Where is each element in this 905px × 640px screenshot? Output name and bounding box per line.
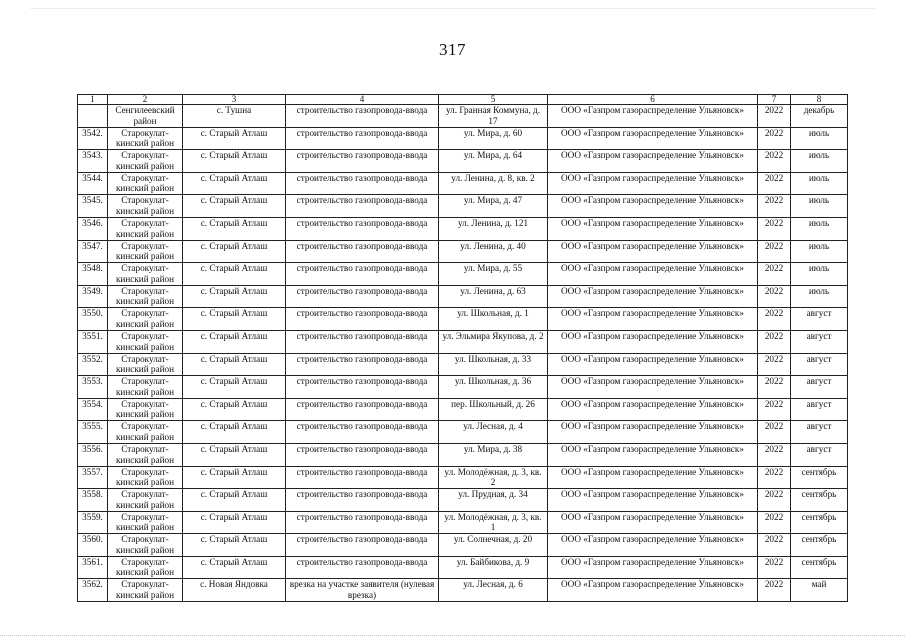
district-cell: Старокулат-кинский район: [108, 556, 183, 579]
table-row: [78, 150, 848, 173]
table-row: [78, 308, 848, 331]
address-cell: ул. Мира, д. 47: [439, 195, 548, 218]
address-cell: пер. Школьный, д. 26: [439, 398, 548, 421]
district-cell: Сенгилеевский район: [108, 105, 183, 128]
contractor-cell: ООО «Газпром газораспределение Ульяновск»: [548, 353, 758, 376]
year-cell: 2022: [758, 534, 791, 557]
column-header: 5: [439, 95, 548, 105]
contractor-cell: ООО «Газпром газораспределение Ульяновск»: [548, 534, 758, 557]
district-cell: Старокулат-кинский район: [108, 489, 183, 512]
district-cell: Старокулат-кинский район: [108, 263, 183, 286]
year-cell: 2022: [758, 376, 791, 399]
work-type-cell: строительство газопровода-ввода: [286, 308, 439, 331]
address-cell: ул. Школьная, д. 33: [439, 353, 548, 376]
row-number: 3550.: [78, 308, 108, 331]
column-header: 2: [108, 95, 183, 105]
year-cell: 2022: [758, 353, 791, 376]
year-cell: 2022: [758, 150, 791, 173]
work-type-cell: строительство газопровода-ввода: [286, 330, 439, 353]
table-row: [78, 330, 848, 353]
month-cell: июль: [791, 195, 848, 218]
district-cell: Старокулат-кинский район: [108, 127, 183, 150]
address-cell: ул. Мира, д. 60: [439, 127, 548, 150]
column-header: 3: [183, 95, 286, 105]
settlement-cell: с. Старый Атлаш: [183, 240, 286, 263]
work-type-cell: строительство газопровода-ввода: [286, 421, 439, 444]
page-number: 317: [439, 40, 466, 59]
column-header: 4: [286, 95, 439, 105]
month-cell: август: [791, 421, 848, 444]
district-cell: Старокулат-кинский район: [108, 217, 183, 240]
row-number: 3560.: [78, 534, 108, 557]
table-row: [78, 534, 848, 557]
settlement-cell: с. Старый Атлаш: [183, 217, 286, 240]
work-type-cell: строительство газопровода-ввода: [286, 556, 439, 579]
address-cell: ул. Мира, д. 38: [439, 443, 548, 466]
table-row: [78, 263, 848, 286]
settlement-cell: с. Старый Атлаш: [183, 556, 286, 579]
year-cell: 2022: [758, 263, 791, 286]
work-type-cell: строительство газопровода-ввода: [286, 443, 439, 466]
settlement-cell: с. Старый Атлаш: [183, 195, 286, 218]
district-cell: Старокулат-кинский район: [108, 308, 183, 331]
contractor-cell: ООО «Газпром газораспределение Ульяновск»: [548, 556, 758, 579]
year-cell: 2022: [758, 308, 791, 331]
work-type-cell: строительство газопровода-ввода: [286, 127, 439, 150]
contractor-cell: ООО «Газпром газораспределение Ульяновск»: [548, 285, 758, 308]
settlement-cell: с. Новая Яндовка: [183, 579, 286, 602]
table-row: [78, 217, 848, 240]
contractor-cell: ООО «Газпром газораспределение Ульяновск»: [548, 172, 758, 195]
address-cell: ул. Ленина, д. 63: [439, 285, 548, 308]
month-cell: август: [791, 443, 848, 466]
month-cell: август: [791, 398, 848, 421]
address-cell: ул. Байбикова, д. 9: [439, 556, 548, 579]
table-row: [78, 511, 848, 534]
month-cell: июль: [791, 172, 848, 195]
year-cell: 2022: [758, 556, 791, 579]
contractor-cell: ООО «Газпром газораспределение Ульяновск»: [548, 330, 758, 353]
settlement-cell: с. Тушна: [183, 105, 286, 128]
table-row: [78, 172, 848, 195]
gasification-schedule-table: [77, 94, 848, 602]
row-number: 3555.: [78, 421, 108, 444]
district-cell: Старокулат-кинский район: [108, 421, 183, 444]
month-cell: декабрь: [791, 105, 848, 128]
settlement-cell: с. Старый Атлаш: [183, 150, 286, 173]
year-cell: 2022: [758, 217, 791, 240]
table-row: [78, 421, 848, 444]
address-cell: ул. Мира, д. 55: [439, 263, 548, 286]
work-type-cell: строительство газопровода-ввода: [286, 150, 439, 173]
year-cell: 2022: [758, 489, 791, 512]
contractor-cell: ООО «Газпром газораспределение Ульяновск»: [548, 489, 758, 512]
row-number: 3556.: [78, 443, 108, 466]
district-cell: Старокулат-кинский район: [108, 150, 183, 173]
month-cell: август: [791, 353, 848, 376]
table-row: [78, 285, 848, 308]
settlement-cell: с. Старый Атлаш: [183, 263, 286, 286]
row-number: 3545.: [78, 195, 108, 218]
work-type-cell: строительство газопровода-ввода: [286, 511, 439, 534]
address-cell: ул. Ленина, д. 121: [439, 217, 548, 240]
address-cell: ул. Гранная Коммуна, д. 17: [439, 105, 548, 128]
contractor-cell: ООО «Газпром газораспределение Ульяновск»: [548, 511, 758, 534]
work-type-cell: строительство газопровода-ввода: [286, 172, 439, 195]
row-number: 3547.: [78, 240, 108, 263]
contractor-cell: ООО «Газпром газораспределение Ульяновск»: [548, 308, 758, 331]
month-cell: сентябрь: [791, 489, 848, 512]
month-cell: сентябрь: [791, 511, 848, 534]
district-cell: Старокулат-кинский район: [108, 240, 183, 263]
settlement-cell: с. Старый Атлаш: [183, 511, 286, 534]
address-cell: ул. Мира, д. 64: [439, 150, 548, 173]
table-row: [78, 195, 848, 218]
district-cell: Старокулат-кинский район: [108, 579, 183, 602]
address-cell: ул. Школьная, д. 1: [439, 308, 548, 331]
address-cell: ул. Лесная, д. 4: [439, 421, 548, 444]
work-type-cell: строительство газопровода-ввода: [286, 466, 439, 489]
district-cell: Старокулат-кинский район: [108, 376, 183, 399]
row-number: 3562.: [78, 579, 108, 602]
contractor-cell: ООО «Газпром газораспределение Ульяновск»: [548, 376, 758, 399]
work-type-cell: строительство газопровода-ввода: [286, 398, 439, 421]
year-cell: 2022: [758, 240, 791, 263]
address-cell: ул. Молодёжная, д. 3, кв. 2: [439, 466, 548, 489]
work-type-cell: строительство газопровода-ввода: [286, 240, 439, 263]
table-row: [78, 579, 848, 602]
column-header: 1: [78, 95, 108, 105]
contractor-cell: ООО «Газпром газораспределение Ульяновск»: [548, 127, 758, 150]
row-number: 3549.: [78, 285, 108, 308]
work-type-cell: строительство газопровода-ввода: [286, 195, 439, 218]
settlement-cell: с. Старый Атлаш: [183, 534, 286, 557]
month-cell: июль: [791, 285, 848, 308]
row-number: 3552.: [78, 353, 108, 376]
contractor-cell: ООО «Газпром газораспределение Ульяновск»: [548, 150, 758, 173]
settlement-cell: с. Старый Атлаш: [183, 127, 286, 150]
settlement-cell: с. Старый Атлаш: [183, 330, 286, 353]
year-cell: 2022: [758, 105, 791, 128]
address-cell: ул. Школьная, д. 36: [439, 376, 548, 399]
month-cell: август: [791, 376, 848, 399]
contractor-cell: ООО «Газпром газораспределение Ульяновск»: [548, 466, 758, 489]
work-type-cell: строительство газопровода-ввода: [286, 534, 439, 557]
year-cell: 2022: [758, 195, 791, 218]
table-row: [78, 353, 848, 376]
row-number: 3559.: [78, 511, 108, 534]
year-cell: 2022: [758, 511, 791, 534]
row-number: 3551.: [78, 330, 108, 353]
month-cell: август: [791, 308, 848, 331]
address-cell: ул. Эльмира Якупова, д. 2: [439, 330, 548, 353]
settlement-cell: с. Старый Атлаш: [183, 443, 286, 466]
year-cell: 2022: [758, 579, 791, 602]
month-cell: июль: [791, 150, 848, 173]
year-cell: 2022: [758, 466, 791, 489]
row-number: 3561.: [78, 556, 108, 579]
table-body: [78, 105, 848, 602]
district-cell: Старокулат-кинский район: [108, 172, 183, 195]
year-cell: 2022: [758, 398, 791, 421]
year-cell: 2022: [758, 330, 791, 353]
work-type-cell: строительство газопровода-ввода: [286, 285, 439, 308]
address-cell: ул. Лесная, д. 6: [439, 579, 548, 602]
row-number: 3557.: [78, 466, 108, 489]
column-header: 8: [791, 95, 848, 105]
table-row: [78, 556, 848, 579]
month-cell: сентябрь: [791, 556, 848, 579]
district-cell: Старокулат-кинский район: [108, 195, 183, 218]
address-cell: ул. Ленина, д. 40: [439, 240, 548, 263]
row-number: 3546.: [78, 217, 108, 240]
table-row: [78, 376, 848, 399]
row-number: 3553.: [78, 376, 108, 399]
row-number: 3544.: [78, 172, 108, 195]
month-cell: июль: [791, 217, 848, 240]
row-number: 3554.: [78, 398, 108, 421]
district-cell: Старокулат-кинский район: [108, 443, 183, 466]
month-cell: май: [791, 579, 848, 602]
table-row: [78, 489, 848, 512]
contractor-cell: ООО «Газпром газораспределение Ульяновск»: [548, 263, 758, 286]
address-cell: ул. Ленина, д. 8, кв. 2: [439, 172, 548, 195]
district-cell: Старокулат-кинский район: [108, 511, 183, 534]
settlement-cell: с. Старый Атлаш: [183, 421, 286, 444]
district-cell: Старокулат-кинский район: [108, 534, 183, 557]
work-type-cell: строительство газопровода-ввода: [286, 263, 439, 286]
district-cell: Старокулат-кинский район: [108, 285, 183, 308]
settlement-cell: с. Старый Атлаш: [183, 466, 286, 489]
work-type-cell: врезка на участке заявителя (нулевая врезка): [286, 579, 439, 602]
district-cell: Старокулат-кинский район: [108, 353, 183, 376]
table-row: [78, 466, 848, 489]
table-row: [78, 105, 848, 128]
year-cell: 2022: [758, 285, 791, 308]
row-number: 3543.: [78, 150, 108, 173]
row-number: [78, 105, 108, 128]
work-type-cell: строительство газопровода-ввода: [286, 489, 439, 512]
scan-top-edge: [30, 8, 875, 10]
contractor-cell: ООО «Газпром газораспределение Ульяновск»: [548, 398, 758, 421]
settlement-cell: с. Старый Атлаш: [183, 308, 286, 331]
table-row: [78, 240, 848, 263]
district-cell: Старокулат-кинский район: [108, 466, 183, 489]
table-row: [78, 127, 848, 150]
settlement-cell: с. Старый Атлаш: [183, 172, 286, 195]
column-header: 7: [758, 95, 791, 105]
settlement-cell: с. Старый Атлаш: [183, 285, 286, 308]
scan-bottom-artifact: [0, 634, 905, 636]
work-type-cell: строительство газопровода-ввода: [286, 376, 439, 399]
contractor-cell: ООО «Газпром газораспределение Ульяновск»: [548, 240, 758, 263]
month-cell: июль: [791, 127, 848, 150]
settlement-cell: с. Старый Атлаш: [183, 398, 286, 421]
column-header: 6: [548, 95, 758, 105]
contractor-cell: ООО «Газпром газораспределение Ульяновск»: [548, 443, 758, 466]
year-cell: 2022: [758, 127, 791, 150]
district-cell: Старокулат-кинский район: [108, 398, 183, 421]
contractor-cell: ООО «Газпром газораспределение Ульяновск»: [548, 579, 758, 602]
column-number-row: [78, 95, 848, 105]
month-cell: июль: [791, 240, 848, 263]
year-cell: 2022: [758, 421, 791, 444]
settlement-cell: с. Старый Атлаш: [183, 376, 286, 399]
month-cell: сентябрь: [791, 534, 848, 557]
month-cell: август: [791, 330, 848, 353]
month-cell: сентябрь: [791, 466, 848, 489]
month-cell: июль: [791, 263, 848, 286]
address-cell: ул. Молодёжная, д. 3, кв. 1: [439, 511, 548, 534]
settlement-cell: с. Старый Атлаш: [183, 489, 286, 512]
work-type-cell: строительство газопровода-ввода: [286, 353, 439, 376]
table-row: [78, 443, 848, 466]
contractor-cell: ООО «Газпром газораспределение Ульяновск»: [548, 105, 758, 128]
address-cell: ул. Солнечная, д. 20: [439, 534, 548, 557]
work-type-cell: строительство газопровода-ввода: [286, 217, 439, 240]
year-cell: 2022: [758, 172, 791, 195]
contractor-cell: ООО «Газпром газораспределение Ульяновск»: [548, 195, 758, 218]
district-cell: Старокулат-кинский район: [108, 330, 183, 353]
table-row: [78, 398, 848, 421]
contractor-cell: ООО «Газпром газораспределение Ульяновск»: [548, 421, 758, 444]
work-type-cell: строительство газопровода-ввода: [286, 105, 439, 128]
year-cell: 2022: [758, 443, 791, 466]
row-number: 3542.: [78, 127, 108, 150]
address-cell: ул. Прудная, д. 34: [439, 489, 548, 512]
settlement-cell: с. Старый Атлаш: [183, 353, 286, 376]
row-number: 3558.: [78, 489, 108, 512]
row-number: 3548.: [78, 263, 108, 286]
contractor-cell: ООО «Газпром газораспределение Ульяновск»: [548, 217, 758, 240]
